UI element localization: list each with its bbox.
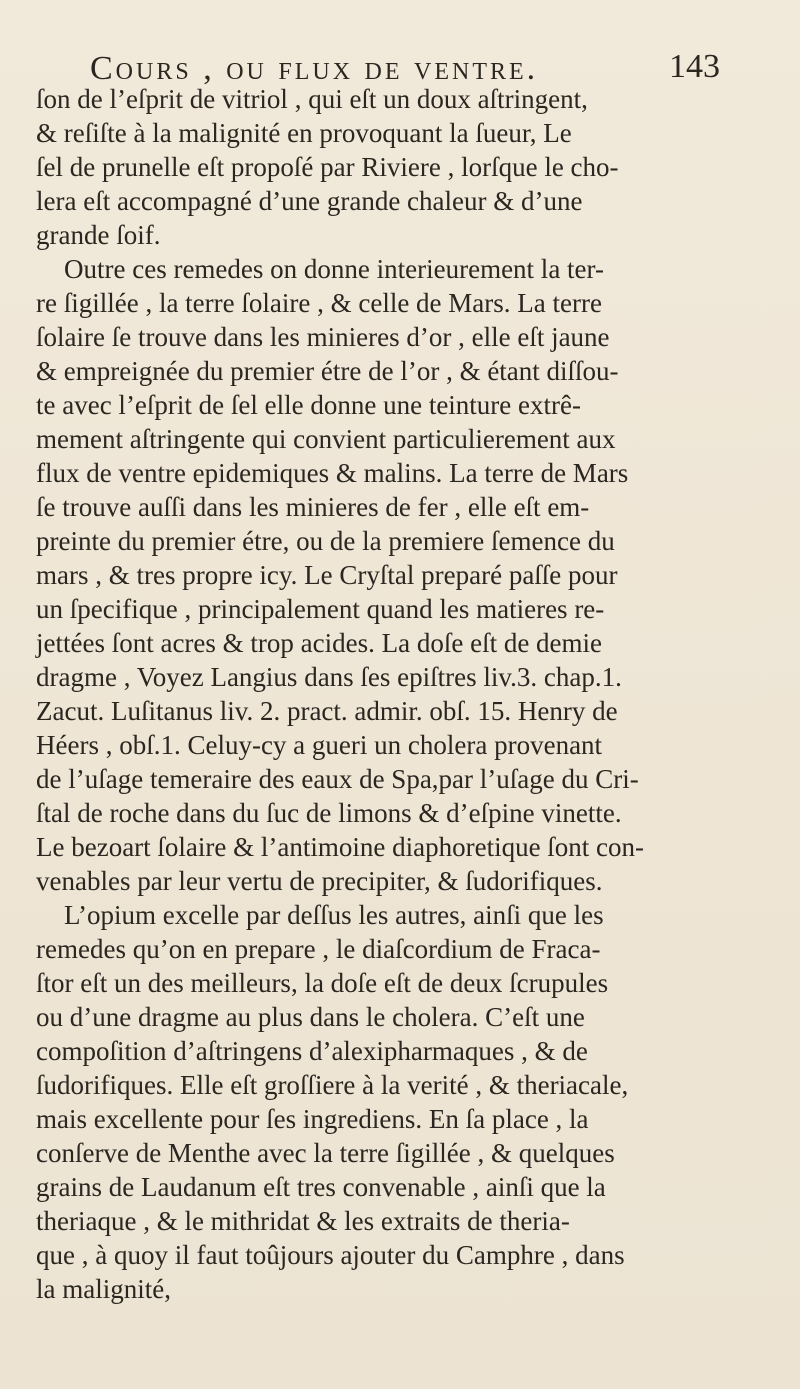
text-line: theriaque , & le mithridat & les extraits de theria- xyxy=(36,1206,570,1236)
text-line: mais excellente pour ſes ingrediens. En ſa place , la xyxy=(36,1104,589,1134)
text-line: lera eſt accompagné d’une grande chaleur & d’une xyxy=(36,186,583,216)
text-line: dragme , Voyez Langius dans ſes epiſtres liv.3. chap.1. xyxy=(36,662,622,692)
text-line: & reſiſte à la malignité en provoquant la ſueur, Le xyxy=(36,118,572,148)
text-line: flux de ventre epidemiques & malins. La terre de Mars xyxy=(36,458,629,488)
text-line: grains de Laudanum eſt tres convenable , ainſi que la xyxy=(36,1172,606,1202)
page-number: 143 xyxy=(669,48,720,85)
text-line: Zacut. Luſitanus liv. 2. pract. admir. obſ. 15. Henry de xyxy=(36,696,618,726)
text-line: ou d’une dragme au plus dans le cholera. C’eſt une xyxy=(36,1002,585,1032)
text-line: ſudorifiques. Elle eſt groſſiere à la verité , & theriacale, xyxy=(36,1070,629,1100)
text-line: la malignité, xyxy=(36,1274,171,1304)
text-line: re ſigillée , la terre ſolaire , & celle de Mars. La terre xyxy=(36,288,602,318)
text-line: ſtal de roche dans du ſuc de limons & d’eſpine vinette. xyxy=(36,798,622,828)
running-head: Cours , ou flux de ventre. xyxy=(90,50,539,87)
text-line: & empreignée du premier étre de l’or , & étant diſſou- xyxy=(36,356,619,386)
text-line: preinte du premier étre, ou de la premiere ſemence du xyxy=(36,526,615,556)
text-line: te avec l’eſprit de ſel elle donne une teinture extrê- xyxy=(36,390,581,420)
text-line: mement aſtringente qui convient particulierement aux xyxy=(36,424,616,454)
text-line: jettées ſont acres & trop acides. La doſe eſt de demie xyxy=(36,628,603,658)
text-line: L’opium excelle par deſſus les autres, ainſi que les xyxy=(64,900,604,930)
text-line: Outre ces remedes on donne interieurement la ter- xyxy=(64,254,604,284)
text-line: un ſpecifique , principalement quand les matieres re- xyxy=(36,594,605,624)
text-line: ſel de prunelle eſt propoſé par Riviere , lorſque le cho- xyxy=(36,152,619,182)
text-line: Héers , obſ.1. Celuy-cy a gueri un cholera provenant xyxy=(36,730,603,760)
text-line: ſtor eſt un des meilleurs, la doſe eſt de deux ſcrupules xyxy=(36,968,609,998)
text-line: de l’uſage temeraire des eaux de Spa,par l’uſage du Cri- xyxy=(36,764,639,794)
text-line: compoſition d’aſtringens d’alexipharmaques , & de xyxy=(36,1036,588,1066)
page-header xyxy=(90,38,720,87)
text-line: Le bezoart ſolaire & l’antimoine diaphoretique ſont con- xyxy=(36,832,645,862)
text-line: mars , & tres propre icy. Le Cryſtal preparé paſſe pour xyxy=(36,560,618,590)
text-line: que , à quoy il faut toûjours ajouter du Camphre , dans xyxy=(36,1240,625,1270)
text-line: ſon de l’eſprit de vitriol , qui eſt un doux aſtringent, xyxy=(36,84,588,114)
text-line: remedes qu’on en prepare , le diaſcordium de Fraca- xyxy=(36,934,601,964)
text-line: venables par leur vertu de precipiter, & ſudorifiques. xyxy=(36,866,603,896)
text-line: conſerve de Menthe avec la terre ſigillée , & quelques xyxy=(36,1138,615,1168)
text-line: ſe trouve auſſi dans les minieres de fer , elle eſt em- xyxy=(36,492,590,522)
text-line: ſolaire ſe trouve dans les minieres d’or , elle eſt jaune xyxy=(36,322,610,352)
text-line: grande ſoif. xyxy=(36,220,161,250)
